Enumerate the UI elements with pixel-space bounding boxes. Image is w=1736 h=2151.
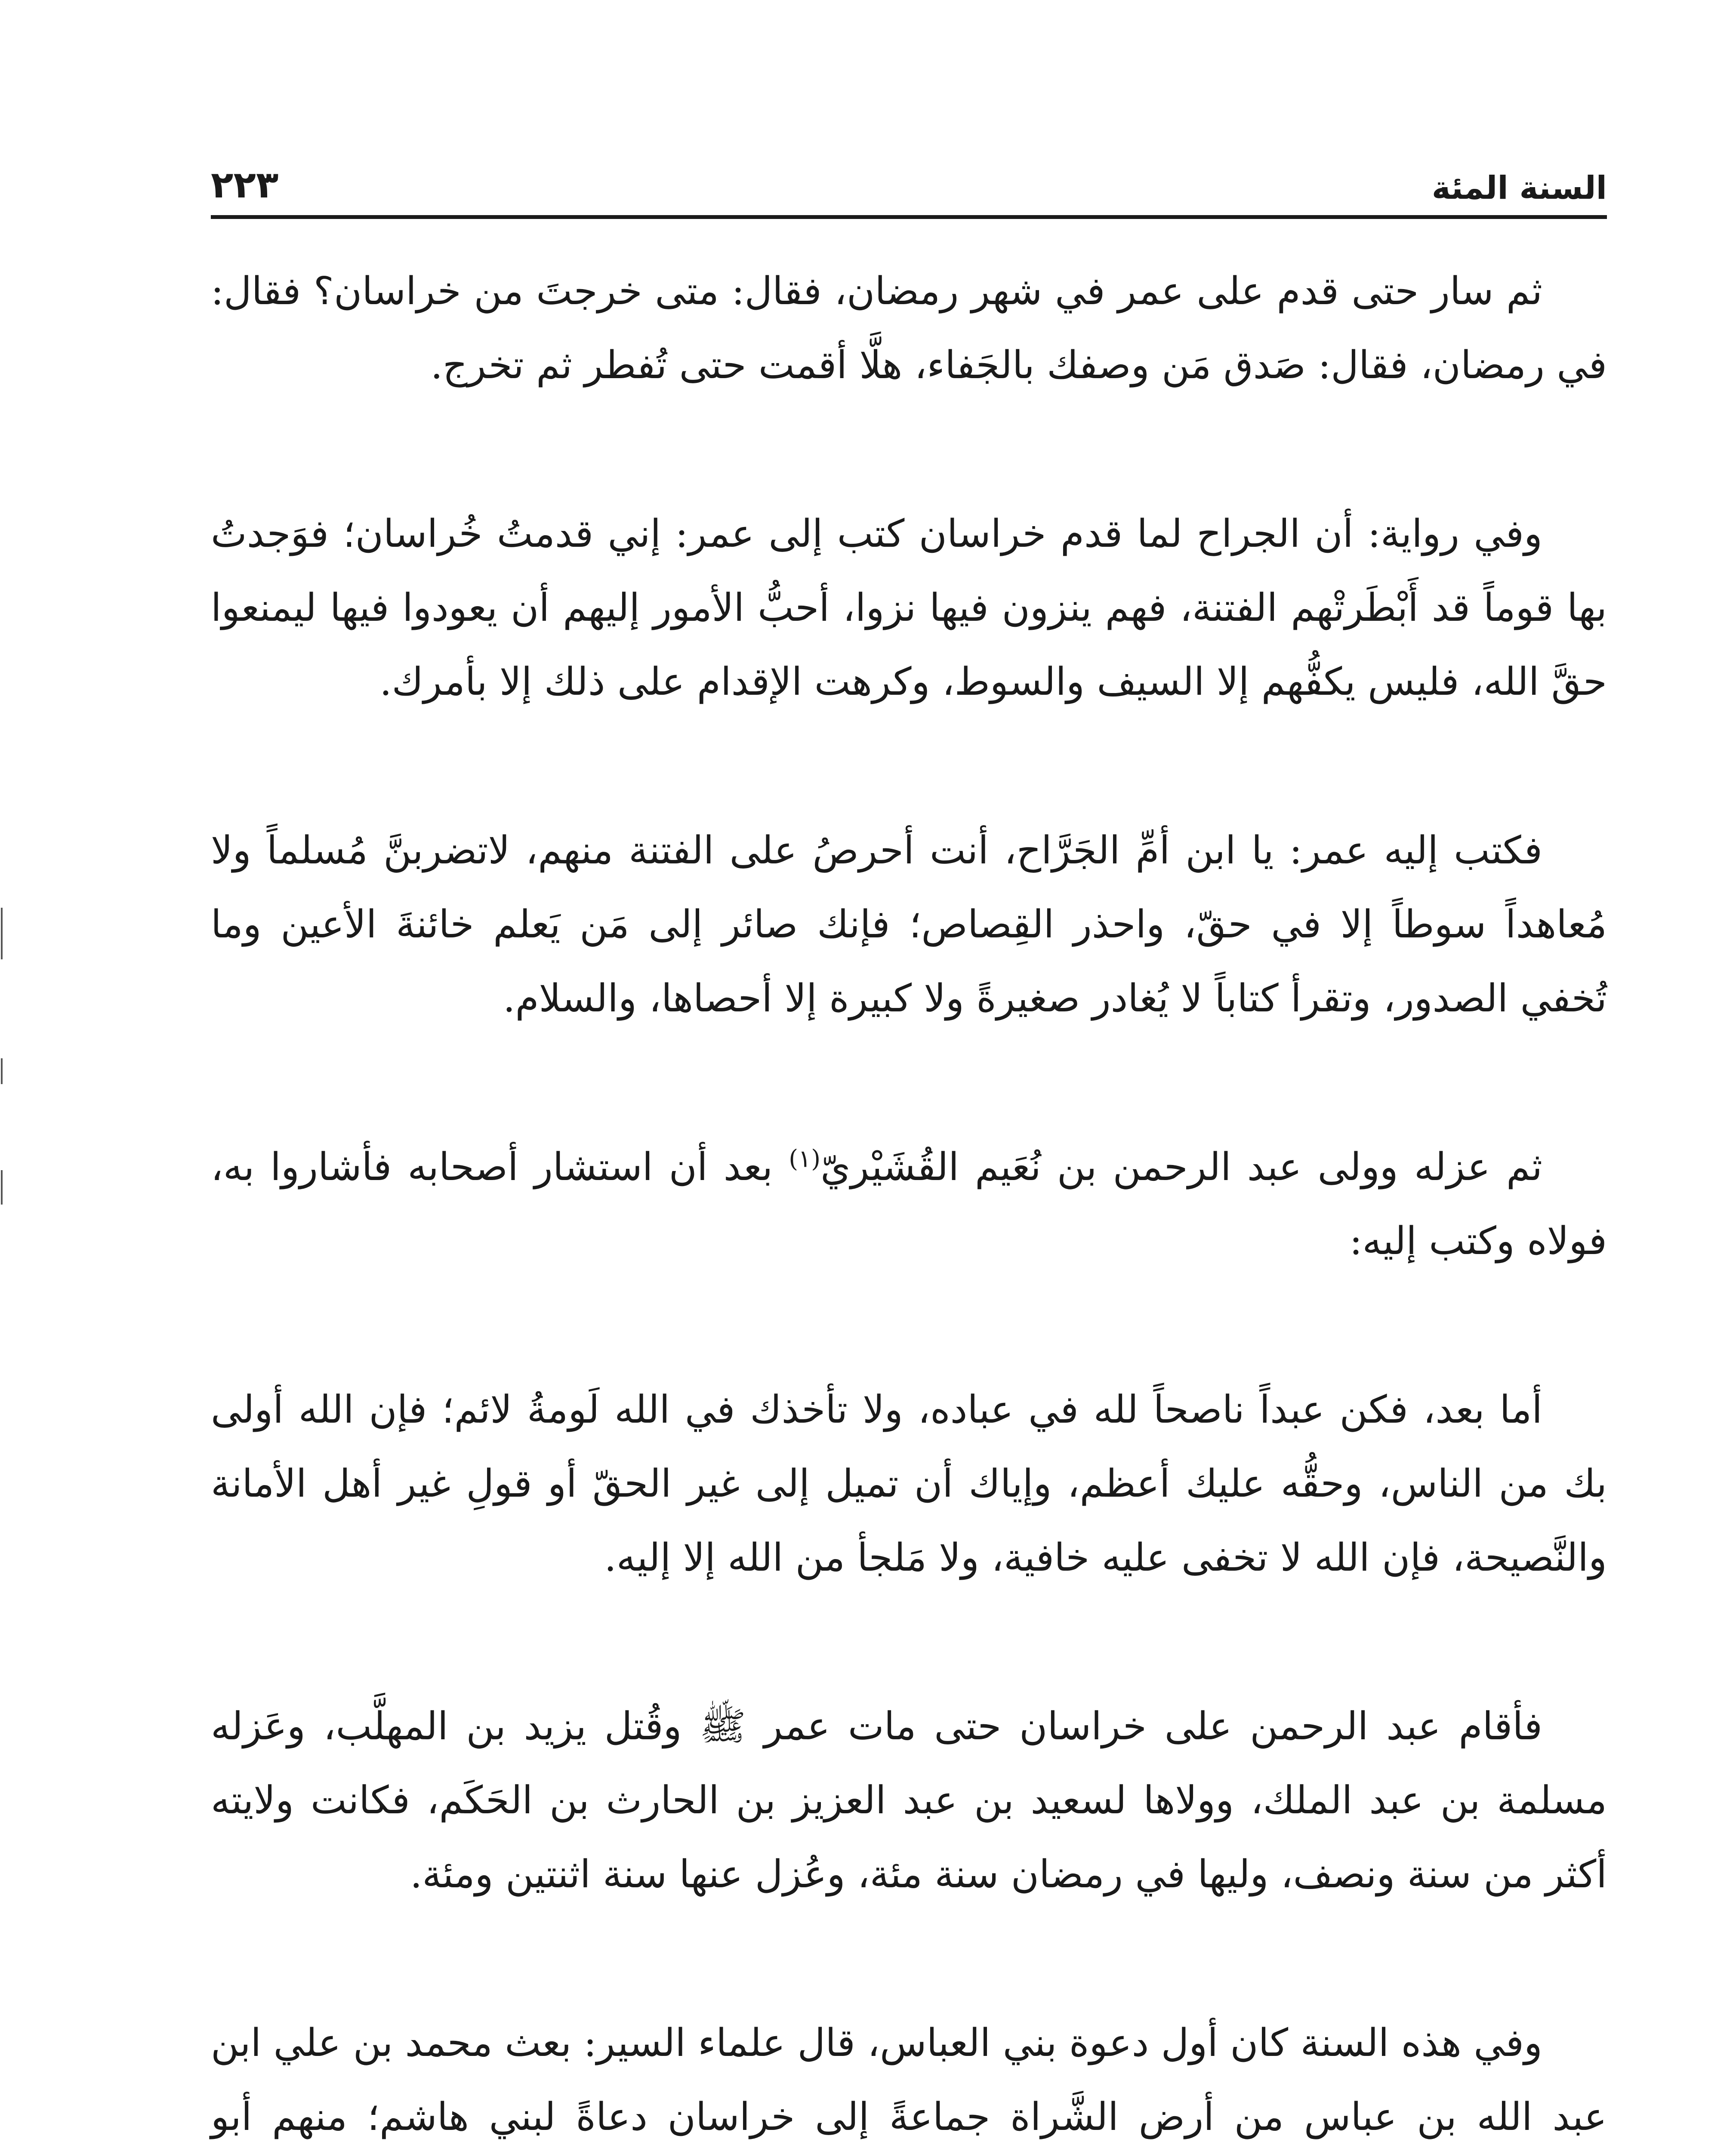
scan-margin-mark (1, 908, 3, 959)
paragraph: فأقام عبد الرحمن على خراسان حتى مات عمر ﷺ وقُتل يزيد بن المهلَّب، وعَزله مسلمة بن عبد الملك، وولاها لسعيد بن عبد العزيز بن الحارث بن الحَكَم، فكانت ولايته أكثر من سنة ونصف، وليها في رمضان سنة مئة، وعُزل عنها سنة اثنتين ومئة. (211, 1704, 1607, 1896)
scan-margin-mark (1, 1058, 3, 1084)
paragraph: فكتب إليه عمر: يا ابن أمِّ الجَرَّاح، أنت أحرصُ على الفتنة منهم، لاتضربنَّ مُسلماً ولا مُعاهداً سوطاً إلا في حقّ، واحذر القِصاص؛ فإنك صائر إلى مَن يَعلم خائنةَ الأعين وما تُخفي الصدور، وتقرأ كتاباً لا يُغادر صغيرةً ولا كبيرة إلا أحصاها، والسلام. (211, 828, 1607, 1020)
page-number: ٢٢٣ (211, 163, 279, 206)
paragraph: وفي رواية: أن الجراح لما قدم خراسان كتب إلى عمر: إني قدمتُ خُراسان؛ فوَجدتُ بها قوماً قد أَبْطَرتْهم الفتنة، فهم ينزون فيها نزوا، أحبُّ الأمور إليهم أن يعودوا فيها ليمنعوا حقَّ الله، فليس يكفُّهم إلا السيف والسوط، وكرهت الإقدام على ذلك إلا بأمرك. (211, 511, 1607, 704)
paragraph: أما بعد، فكن عبداً ناصحاً لله في عباده، ولا تأخذك في الله لَومةُ لائم؛ فإن الله أولى بك من الناس، وحقُّه عليك أعظم، وإياك أن تميل إلى غير الحقّ أو قولِ غير أهل الأمانة والنَّصيحة، فإن الله لا تخفى عليه خافية، ولا مَلجأ من الله إلا إليه. (211, 1387, 1607, 1580)
footnote-reference: (١) (789, 1145, 821, 1173)
paragraph-text: ثم عزله وولى عبد الرحمن بن نُعَيم القُشَيْريّ (820, 1144, 1542, 1189)
paragraph: وفي هذه السنة كان أول دعوة بني العباس، قال علماء السير: بعث محمد بن علي ابن عبد الله بن عباس من أرض الشَّراة جماعةً إلى خراسان دعاةً لبني هاشم؛ منهم أبو (211, 2020, 1607, 2139)
body-text (211, 254, 1607, 2151)
scan-margin-mark (1, 1170, 3, 1205)
running-title: السنة المئة (1431, 169, 1607, 206)
paragraph (211, 1130, 1607, 1278)
paragraph: ثم سار حتى قدم على عمر في شهر رمضان، فقال: متى خرجتَ من خراسان؟ فقال: في رمضان، فقال: صَدق مَن وصفك بالجَفاء، هلَّا أقمت حتى تُفطر ثم تخرج. (211, 268, 1607, 387)
paragraph-text: بعد أن استشار أصحابه فأشاروا به، فولاه وكتب إليه: (211, 1144, 1607, 1263)
page-header (211, 116, 1607, 219)
